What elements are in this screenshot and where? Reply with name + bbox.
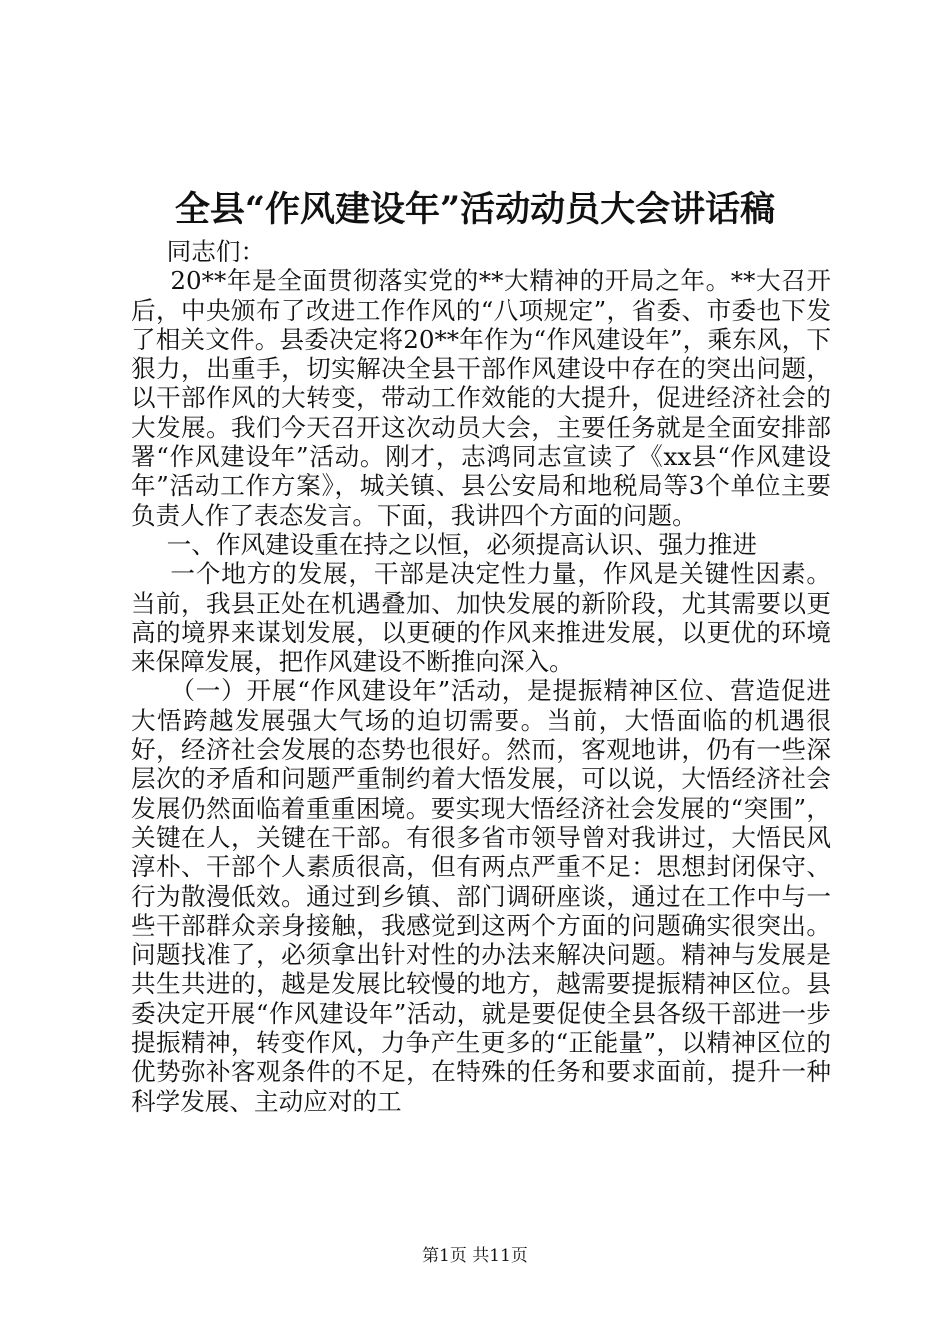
body-paragraph: （一）开展“作风建设年”活动，是提振精神区位、营造促进大悟跨越发展强大气场的迫切需要。当前，大悟面临的机遇很好，经济社会发展的态势也很好。然而，客观地讲，仍有一些深层次的矛盾和问题严重制约着大悟发展，可以说，大悟经济社会发展仍然面临着重重困境。要实现大悟经济社会发展的“突围”，关键在人，关键在干部。有很多省市领导曾对我讲过，大悟民风淳朴、干部个人素质很高，但有两点严重不足：思想封闭保守、行为散漫低效。通过到乡镇、部门调研座谈，通过在工作中与一些干部群众亲身接触，我感觉到这两个方面的问题确实很突出。问题找准了，必须拿出针对性的办法来解决问题。精神与发展是共生共进的，越是发展比较慢的地方，越需要提振精神区位。县委决定开展“作风建设年”活动，就是要促使全县各级干部进一步提振精神，转变作风，力争产生更多的“正能量”，以精神区位的优势弥补客观条件的不足，在特殊的任务和要求面前，提升一种科学发展、主动应对的工 — [131, 676, 831, 1116]
body-paragraph: 一个地方的发展，干部是决定性力量，作风是关键性因素。当前，我县正处在机遇叠加、加快发展的新阶段，尤其需要以更高的境界来谋划发展，以更硬的作风来推进发展，以更优的环境来保障发展，把作风建设不断推向深入。 — [131, 559, 831, 677]
greeting-paragraph: 同志们： — [166, 237, 266, 266]
document-title: 全县“作风建设年”活动动员大会讲话稿 — [174, 189, 776, 230]
document-body — [131, 237, 831, 1116]
page-number-footer: 第1页 共11页 — [422, 1246, 528, 1266]
body-paragraph: 20**年是全面贯彻落实党的**大精神的开局之年。**大召开后，中央颁布了改进工作作风的“八项规定”，省委、市委也下发了相关文件。县委决定将20**年作为“作风建设年”，乘东风，下狠力，出重手，切实解决全县干部作风建设中存在的突出问题，以干部作风的大转变，带动工作效能的大提升，促进经济社会的大发展。我们今天召开这次动员大会，主要任务就是全面安排部署“作风建设年”活动。刚才，志鸿同志宣读了《xx县“作风建设年”活动工作方案》，城关镇、县公安局和地税局等3个单位主要负责人作了表态发言。下面，我讲四个方面的问题。 — [131, 266, 831, 530]
section-heading: 一、作风建设重在持之以恒，必须提高认识、强力推进 — [166, 529, 757, 559]
